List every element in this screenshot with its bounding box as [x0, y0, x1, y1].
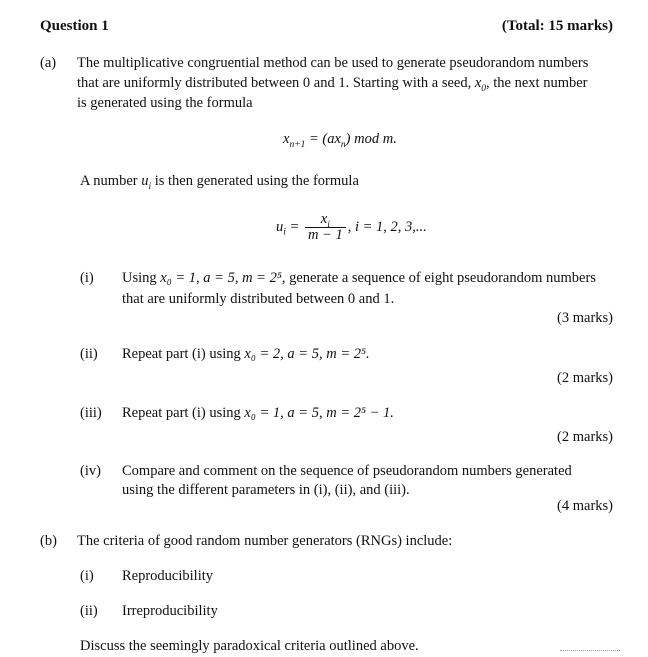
formula-fraction: $\frac{x_i}{m - 1}$ [305, 212, 346, 243]
formula-recurrence: $x_{n+1} = (ax_n)$ mod m. [283, 131, 397, 150]
formula-uniform: $u_i$ = $\frac{x_i}{m - 1}$ , i = 1, 2, 3,... [276, 211, 427, 243]
part-a-intro-line-1: The multiplicative congruential method can be used to generate pseudorandom numbers [77, 55, 589, 71]
item-b-ii-text: Irreproducibility [122, 603, 218, 619]
item-a-iv-line-2: using the different parameters in (i), (ii), and (iii). [122, 482, 410, 498]
item-a-i-line-1: Using x₀ = 1, a = 5, m = 2⁵, generate a sequence of eight pseudorandom numbers [122, 270, 596, 286]
marks-a-i: (3 marks) [557, 310, 613, 326]
part-b-closing: Discuss the seemingly paradoxical criteria outlined above. [80, 638, 419, 654]
item-b-i-label: (i) [80, 568, 94, 584]
intro-line-2-tail: , the next number [486, 75, 588, 91]
marks-a-iii: (2 marks) [557, 429, 613, 445]
part-a-text-u: A number $u_i$ is then generated using the formula [80, 173, 359, 192]
seed-symbol: $x_0$ [474, 75, 487, 94]
params-a-ii: x₀ = 2, a = 5, m = 2⁵. [244, 346, 370, 362]
part-a-label: (a) [40, 55, 57, 71]
item-b-ii-label: (ii) [80, 603, 98, 619]
page-divider [560, 650, 620, 653]
marks-a-iv: (4 marks) [557, 498, 613, 514]
part-a-intro-line-3: is generated using the formula [77, 95, 253, 111]
item-a-iii-label: (iii) [80, 405, 102, 421]
intro-line-2-text: that are uniformly distributed between 0 and 1. Starting with a seed, [77, 75, 472, 91]
item-a-i-line-2: that are uniformly distributed between 0 and 1. [122, 291, 395, 307]
marks-a-ii: (2 marks) [557, 370, 613, 386]
u-symbol: $u_i$ [141, 173, 152, 192]
item-a-iv-label: (iv) [80, 463, 101, 479]
item-a-iv-line-1: Compare and comment on the sequence of pseudorandom numbers generated [122, 463, 572, 479]
params-a-i: x₀ = 1, a = 5, m = 2⁵ [160, 270, 282, 286]
part-b-intro: The criteria of good random number generators (RNGs) include: [77, 533, 453, 549]
total-marks: (Total: 15 marks) [501, 18, 613, 34]
params-a-iii: x₀ = 1, a = 5, m = 2⁵ − 1. [244, 405, 394, 421]
item-a-i-label: (i) [80, 270, 94, 286]
part-a-intro-line-2 [77, 72, 588, 94]
item-a-ii-line-1: Repeat part (i) using x₀ = 2, a = 5, m = 2⁵. [122, 346, 370, 362]
item-b-i-text: Reproducibility [122, 568, 214, 584]
question-title: Question 1 [40, 18, 109, 34]
item-a-iii-line-1: Repeat part (i) using x₀ = 1, a = 5, m = 2⁵ − 1. [122, 405, 394, 421]
item-a-ii-label: (ii) [80, 346, 98, 362]
part-b-label: (b) [40, 533, 57, 549]
